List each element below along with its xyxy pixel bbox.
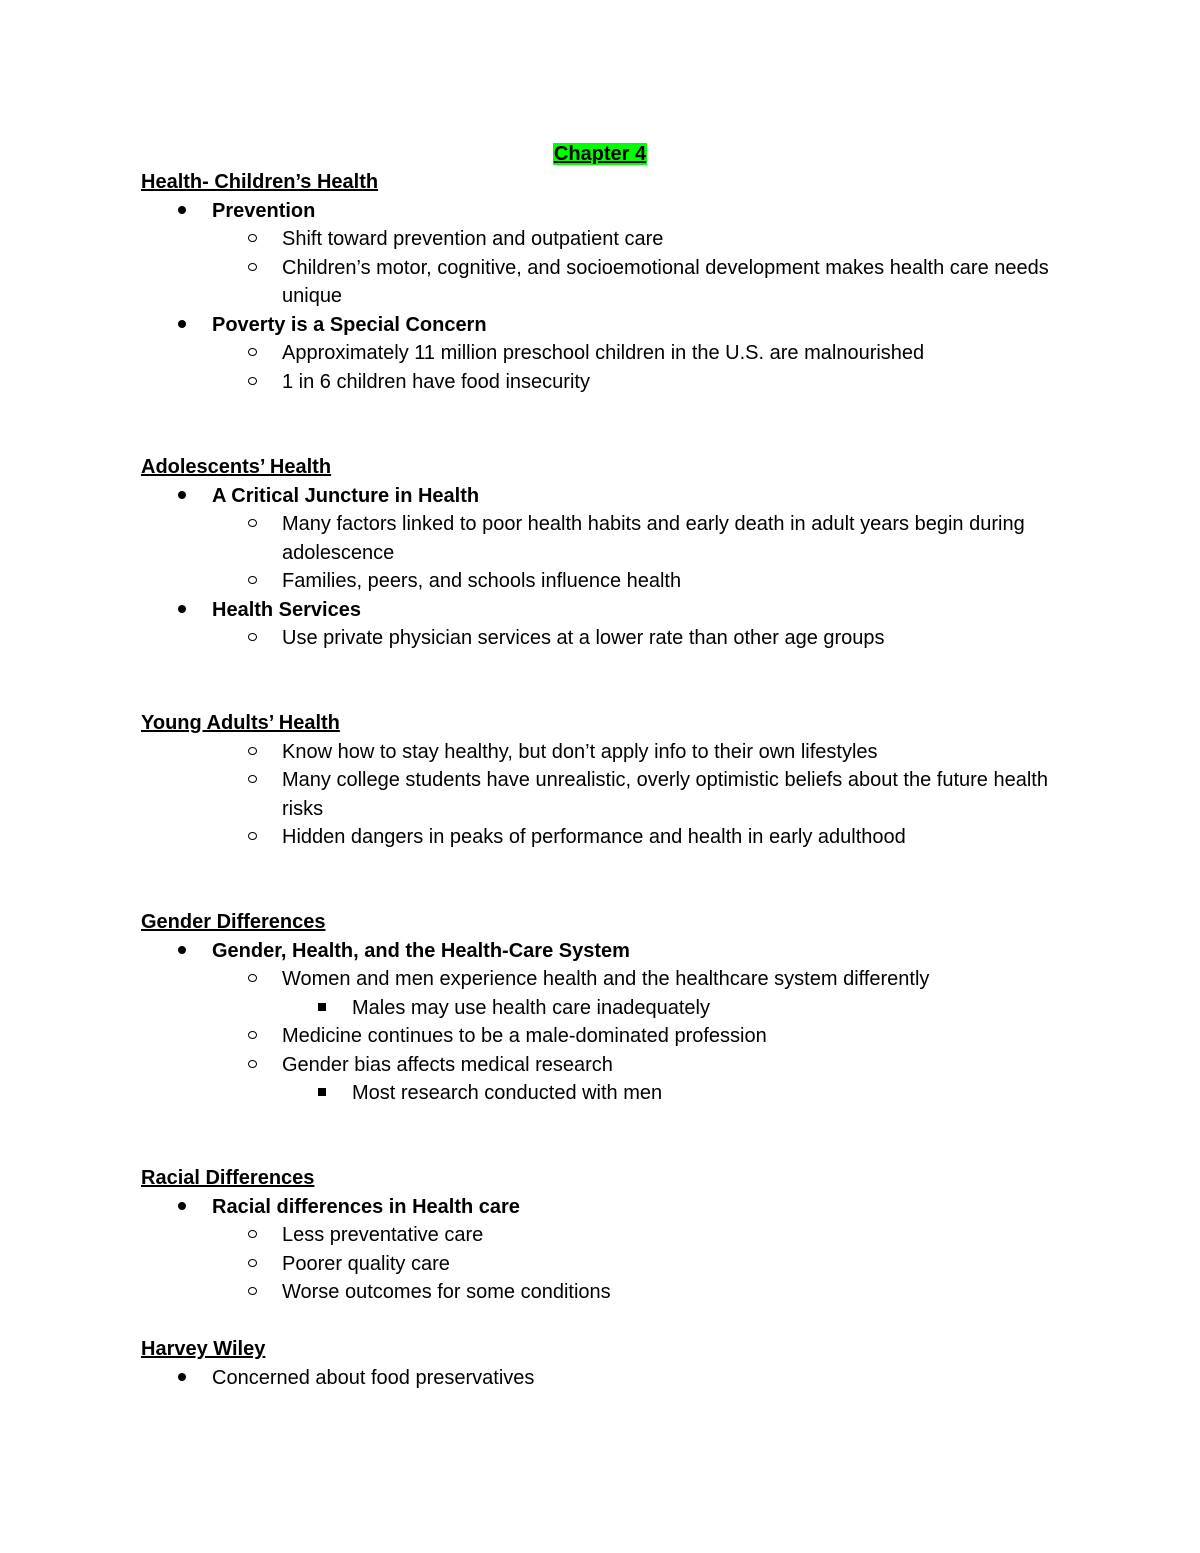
list-item <box>141 1022 1061 1051</box>
list-item <box>141 1278 1061 1307</box>
bullet-circle-icon <box>248 1278 257 1307</box>
item-text: Approximately 11 million preschool children in the U.S. are malnourished <box>282 342 925 364</box>
section-heading: Health- Children’s Health <box>141 171 379 193</box>
item-text: Health Services <box>212 598 361 621</box>
list-item <box>141 596 1061 625</box>
bullet-dot-icon <box>178 596 186 625</box>
bullet-circle-icon <box>248 368 257 397</box>
list-item <box>141 482 1061 511</box>
item-text: Medicine continues to be a male-dominated profession <box>282 1025 767 1047</box>
list-item <box>141 1193 1061 1222</box>
bullet-circle-icon <box>248 254 257 283</box>
bullet-square-icon <box>318 1079 326 1108</box>
section-heading: Gender Differences <box>141 911 326 933</box>
bullet-circle-icon <box>248 567 257 596</box>
list-item <box>141 1079 1061 1108</box>
bullet-circle-icon <box>248 1022 257 1051</box>
list-item <box>141 965 1061 994</box>
bullet-dot-icon <box>178 482 186 511</box>
list-item <box>141 994 1061 1023</box>
bullet-circle-icon <box>248 766 257 795</box>
item-text: Most research conducted with men <box>352 1082 663 1104</box>
list-item <box>141 567 1061 596</box>
section-heading: Racial Differences <box>141 1167 315 1189</box>
item-text: Hidden dangers in peaks of performance and health in early adulthood <box>282 826 906 848</box>
section-gender-differences <box>141 908 1061 1108</box>
item-text: Shift toward prevention and outpatient care <box>282 228 664 250</box>
list-item <box>141 197 1061 226</box>
item-text: Worse outcomes for some conditions <box>282 1281 611 1303</box>
bullet-circle-icon <box>248 225 257 254</box>
item-text: Poorer quality care <box>282 1252 450 1275</box>
item-text: Many factors linked to poor health habits and early death in adult years begin during adolescence <box>282 513 1025 564</box>
list-item <box>141 766 1061 823</box>
list-item <box>141 1221 1061 1250</box>
list-item <box>141 1051 1061 1080</box>
list-item <box>141 510 1061 567</box>
bullet-circle-icon <box>248 1051 257 1080</box>
list-item <box>141 225 1061 254</box>
section-adolescents-health <box>141 453 1061 653</box>
item-text: Poverty is a Special Concern <box>212 313 487 336</box>
list-item <box>141 624 1061 653</box>
section-heading: Harvey Wiley <box>141 1338 266 1360</box>
list-item <box>141 738 1061 767</box>
bullet-circle-icon <box>248 965 257 994</box>
section-harvey-wiley <box>141 1335 1061 1392</box>
item-text: Women and men experience health and the healthcare system differently <box>282 968 930 990</box>
bullet-circle-icon <box>248 738 257 767</box>
section-heading: Young Adults’ Health <box>141 712 340 734</box>
item-text: Children’s motor, cognitive, and socioemotional development makes health care needs unique <box>282 256 1049 307</box>
bullet-dot-icon <box>178 1364 186 1393</box>
item-text: Know how to stay healthy, but don’t apply info to their own lifestyles <box>282 740 878 763</box>
list-item <box>141 254 1061 311</box>
bullet-dot-icon <box>178 311 186 340</box>
list-item <box>141 823 1061 852</box>
section-racial-differences <box>141 1164 1061 1307</box>
item-text: 1 in 6 children have food insecurity <box>282 370 590 393</box>
list-item <box>141 339 1061 368</box>
item-text: Gender bias affects medical research <box>282 1053 613 1076</box>
item-text: A Critical Juncture in Health <box>212 484 480 507</box>
item-text: Many college students have unrealistic, overly optimistic beliefs about the future health risks <box>282 769 1048 820</box>
bullet-square-icon <box>318 994 326 1023</box>
bullet-circle-icon <box>248 510 257 539</box>
item-text: Less preventative care <box>282 1224 484 1246</box>
bullet-dot-icon <box>178 197 186 226</box>
bullet-circle-icon <box>248 823 257 852</box>
list-item <box>141 1250 1061 1279</box>
title-wrapper <box>0 140 1200 168</box>
bullet-circle-icon <box>248 1250 257 1279</box>
bullet-circle-icon <box>248 624 257 653</box>
bullet-circle-icon <box>248 339 257 368</box>
item-text: Use private physician services at a lower rate than other age groups <box>282 627 885 649</box>
list-item <box>141 937 1061 966</box>
list-item <box>141 311 1061 340</box>
list-item <box>141 368 1061 397</box>
item-text: Gender, Health, and the Health-Care System <box>212 939 630 962</box>
item-text: Males may use health care inadequately <box>352 996 710 1019</box>
section-children-health <box>141 168 1061 396</box>
list-item <box>141 1364 1061 1393</box>
section-young-adults-health <box>141 709 1061 852</box>
section-heading: Adolescents’ Health <box>141 456 332 478</box>
item-text: Racial differences in Health care <box>212 1195 520 1218</box>
chapter-title: Chapter 4 <box>553 143 647 165</box>
item-text: Concerned about food preservatives <box>212 1366 535 1389</box>
bullet-dot-icon <box>178 937 186 966</box>
bullet-circle-icon <box>248 1221 257 1250</box>
item-text: Families, peers, and schools influence health <box>282 570 682 592</box>
bullet-dot-icon <box>178 1193 186 1222</box>
item-text: Prevention <box>212 199 316 222</box>
